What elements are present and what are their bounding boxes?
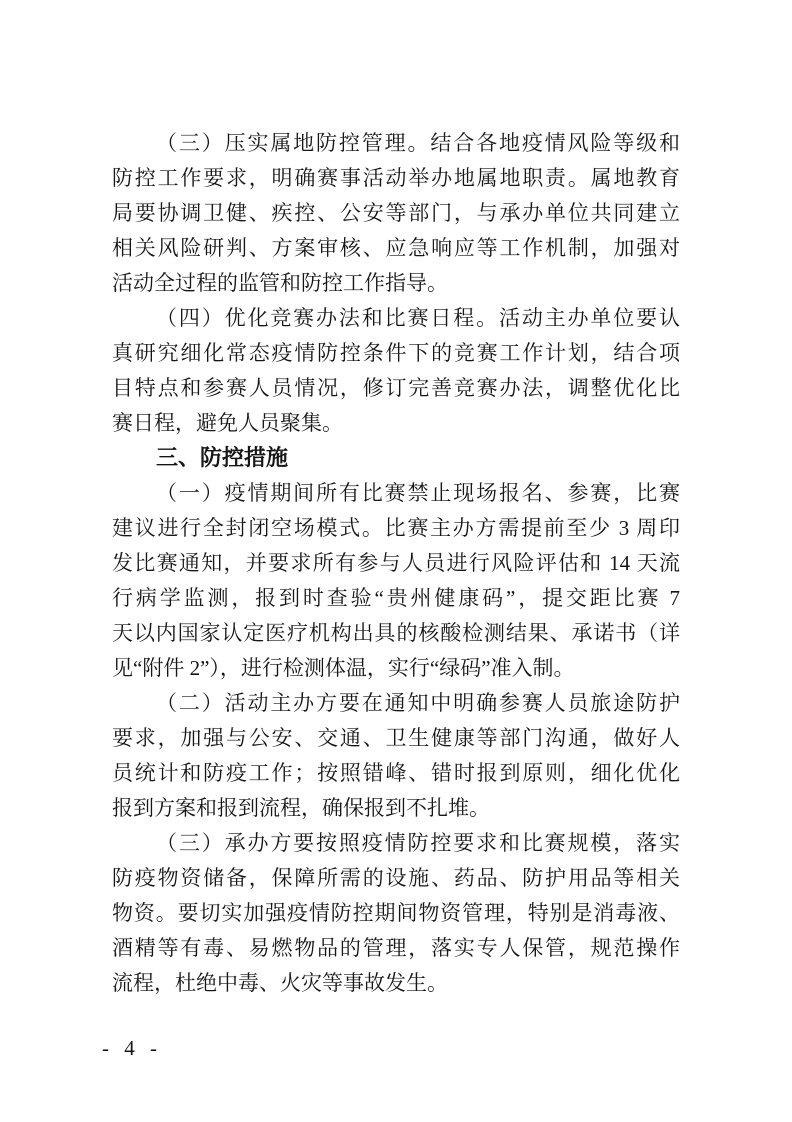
text-line: （四）优化竞赛办法和比赛日程。活动主办单位要认 [156, 306, 680, 330]
text-line: （一）疫情期间所有比赛禁止现场报名、参赛，比赛 [156, 481, 680, 505]
text-line: 物资。要切实加强疫情防控期间物资管理，特别是消毒液、 [112, 901, 680, 925]
text-line: 流程，杜绝中毒、火灾等事故发生。 [112, 971, 448, 995]
section-heading [112, 441, 680, 476]
text-line: 赛日程，避免人员聚集。 [112, 411, 343, 435]
text-line: 行病学监测，报到时查验“贵州健康码”，提交距比赛 7 [112, 586, 680, 610]
text-line: 报到方案和报到流程，确保报到不扎堆。 [112, 796, 490, 820]
text-line: 三、防控措施 [156, 446, 289, 471]
text-line: 活动全过程的监管和防控工作指导。 [112, 271, 448, 295]
text-line: 真研究细化常态疫情防控条件下的竞赛工作计划，结合项 [112, 341, 680, 365]
text-line: （二）活动主办方要在通知中明确参赛人员旅途防护 [156, 691, 680, 715]
text-line: 防疫物资储备，保障所需的设施、药品、防护用品等相关 [112, 866, 680, 890]
text-line: （三）压实属地防控管理。结合各地疫情风险等级和 [156, 131, 680, 155]
paragraph [112, 476, 680, 686]
paragraph [112, 126, 680, 301]
text-line: 相关风险研判、方案审核、应急响应等工作机制，加强对 [112, 236, 680, 260]
paragraph [112, 686, 680, 826]
paragraph [112, 301, 680, 441]
text-line: 天以内国家认定医疗机构出具的核酸检测结果、承诺书（详 [112, 621, 680, 645]
document-body [112, 126, 680, 1001]
text-line: 见“附件 2”），进行检测体温，实行“绿码”准入制。 [112, 656, 575, 680]
page-number: - 4 - [102, 1036, 162, 1060]
text-line: 建议进行全封闭空场模式。比赛主办方需提前至少 3 周印 [112, 516, 680, 540]
text-line: 发比赛通知，并要求所有参与人员进行风险评估和 14 天流 [112, 551, 680, 575]
text-line: 员统计和防疫工作；按照错峰、错时报到原则，细化优化 [112, 761, 680, 785]
text-line: 局要协调卫健、疾控、公安等部门，与承办单位共同建立 [112, 201, 680, 225]
text-line: （三）承办方要按照疫情防控要求和比赛规模，落实 [156, 831, 680, 855]
text-line: 要求，加强与公安、交通、卫生健康等部门沟通，做好人 [112, 726, 680, 750]
text-line: 防控工作要求，明确赛事活动举办地属地职责。属地教育 [112, 166, 680, 190]
paragraph [112, 826, 680, 1001]
text-line: 目特点和参赛人员情况，修订完善竞赛办法，调整优化比 [112, 376, 680, 400]
text-line: 酒精等有毒、易燃物品的管理，落实专人保管，规范操作 [112, 936, 680, 960]
